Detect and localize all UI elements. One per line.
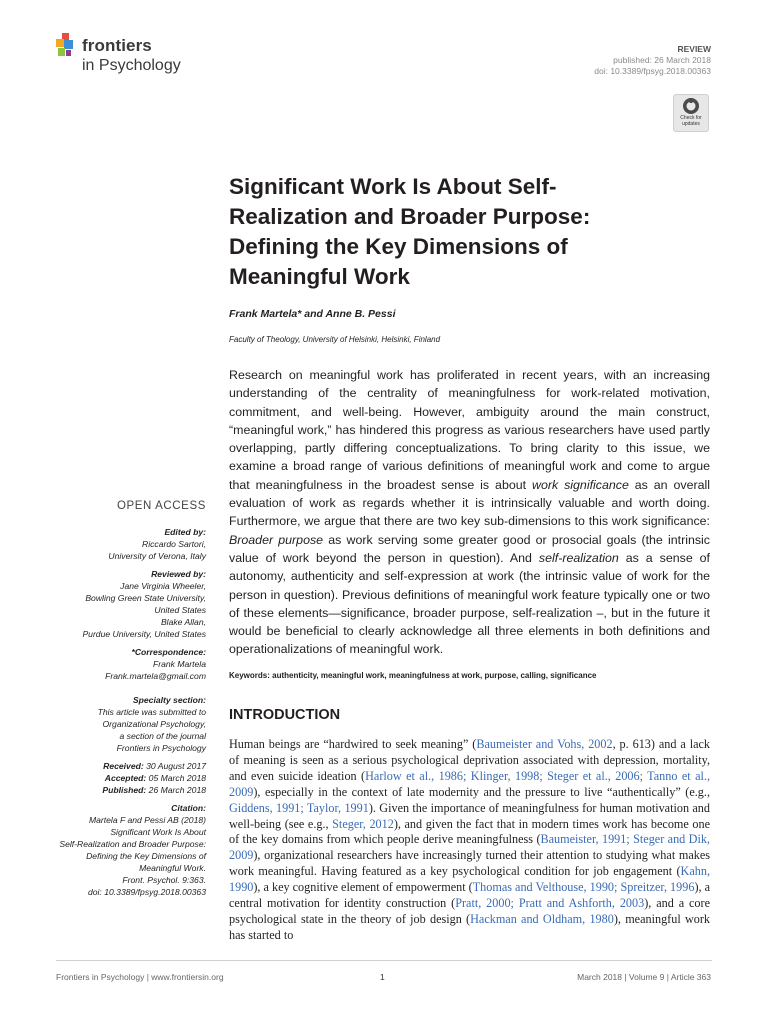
footer-issue-info: March 2018 | Volume 9 | Article 363	[577, 972, 711, 982]
reviewer-affiliation: Bowling Green State University,	[85, 593, 206, 603]
editor-name: Riccardo Sartori,	[142, 539, 206, 549]
citation-link[interactable]: Thomas and Velthouse, 1990; Spreitzer, 1996	[472, 880, 695, 895]
citation-text: doi: 10.3389/fpsyg.2018.00363	[87, 887, 206, 897]
page-number: 1	[380, 972, 385, 982]
keywords: Keywords: authenticity, meaningful work, meaningfulness at work, purpose, calling, significance	[229, 671, 597, 680]
correspondence-email[interactable]: Frank.martela@gmail.com	[105, 671, 206, 681]
citation-text: Meaningful Work.	[139, 863, 206, 873]
specialty-text: Frontiers in Psychology	[116, 743, 206, 753]
check-for-updates-badge[interactable]	[673, 94, 709, 132]
article-sidebar	[36, 500, 206, 898]
citation-link[interactable]: Baumeister and Vohs, 2002	[476, 737, 613, 751]
article-title: Significant Work Is About Self-Realization and Broader Purpose: Defining the Key Dimensions of Meaningful Work	[229, 174, 591, 289]
reviewer-affiliation: Purdue University, United States	[82, 629, 206, 639]
citation-link[interactable]: Steger, 2012	[332, 816, 394, 831]
reviewer-name: Jane Virginia Wheeler,	[120, 581, 206, 591]
article-type: REVIEW	[677, 44, 711, 54]
specialty-section-label: Specialty section:	[132, 695, 206, 705]
accepted-date: Accepted: 05 March 2018	[104, 773, 206, 783]
published-date: published: 26 March 2018	[613, 55, 711, 65]
journal-subname: in Psychology	[82, 57, 181, 74]
specialty-text: a section of the journal	[119, 731, 206, 741]
citation-link[interactable]: Giddens, 1991; Taylor, 1991	[229, 800, 369, 815]
specialty-text: Organizational Psychology,	[102, 719, 206, 729]
correspondence-name: Frank Martela	[152, 659, 206, 669]
section-heading-introduction: INTRODUCTION	[229, 707, 341, 723]
received-date: Received: 30 August 2017	[103, 761, 206, 771]
journal-logo	[56, 33, 206, 81]
footer-journal[interactable]: Frontiers in Psychology | www.frontiersin.org	[56, 972, 224, 982]
introduction-body: Human beings are “hardwired to seek meaning” (Baumeister and Vohs, 2002, p. 613) and a lack of meaning is seen as a serious psychological deprivation associated with depression, mortality, and even suicide ideation (Harlow et al., 1986; Klinger, 1998; Steger et al., 2006; Tanno et al., 2009), especially in the context of late modernity and the pressure to live “authentically” (e.g., Giddens, 1991; Taylor, 1991). Given the importance of meaningfulness for human motivation and well-being (see e.g., Steger, 2012), and given the fact that in modern times work has become one of the key domains from which people derive meaningfulness (Baumeister, 1991; Steger and Dik, 2009), organizational researchers have increasingly turned their attention to studying what makes work meaningful. Having featured as a key psychological condition for job engagement (Kahn, 1990), a key cognitive element of empowerment (Thomas and Velthouse, 1990; Spreitzer, 1996), a central motivation for identity construction (Pratt, 2000; Pratt and Ashforth, 2003), and a core psychological state in the theory of job design (Hackman and Oldham, 1980), meaningful work has started to	[229, 737, 711, 942]
citation-text: Front. Psychol. 9:363.	[122, 875, 206, 885]
correspondence-label: *Correspondence:	[131, 647, 206, 657]
journal-name: frontiers	[82, 36, 152, 55]
citation-label: Citation:	[171, 803, 206, 813]
footer-divider	[56, 960, 712, 961]
frontiers-logo-icon	[56, 33, 80, 63]
citation-link[interactable]: Harlow et al., 1986; Klinger, 1998; Steger et al., 2006; Tanno et al., 2009	[229, 768, 710, 799]
article-header-info	[594, 44, 711, 77]
published-date-side: Published: 26 March 2018	[102, 785, 206, 795]
citation-link[interactable]: Baumeister, 1991; Steger and Dik, 2009	[229, 832, 711, 863]
authors: Frank Martela* and Anne B. Pessi	[229, 308, 396, 320]
article-doi: doi: 10.3389/fpsyg.2018.00363	[594, 66, 711, 76]
citation-link[interactable]: Kahn, 1990	[229, 864, 710, 895]
open-access-label: OPEN ACCESS	[116, 500, 206, 512]
edited-by-label: Edited by:	[164, 527, 206, 537]
abstract: Research on meaningful work has proliferated in recent years, with an increasing understanding of the centrality of meaningfulness for work-related motivation, commitment, and well-being. However, ambiguity around the main construct, “meaningful work,” has hindered this progress as various researchers have used partly overlapping, partly differing conceptualizations. To bring clarity to this issue, we examine a broad range of various definitions of meaningful work and come to argue that meaningfulness in the broadest sense is about work significance as an overall evaluation of work as regards whether it is intrinsically valuable and worth doing. Furthermore, we argue that there are two key sub-dimensions to this work significance: Broader purpose as work serving some greater good or prosocial goals (the intrinsic value of work beyond the person in question). And self-realization as a sense of autonomy, authenticity and self-expression at work (the intrinsic value of work for the person in question). Previous definitions of meaningful work feature typically one or two of these elements—significance, broader purpose, self-realization –, but in the future it would be beneficial to clearly acknowledge all three elements in both definitions and operationalizations of meaningful work.	[229, 368, 710, 657]
check-updates-icon	[674, 95, 708, 117]
citation-link[interactable]: Pratt, 2000; Pratt and Ashforth, 2003	[455, 896, 645, 911]
citation-text: Significant Work Is About	[110, 827, 206, 837]
citation-text: Self-Realization and Broader Purpose:	[59, 839, 206, 849]
affiliation: Faculty of Theology, University of Helsinki, Helsinki, Finland	[229, 335, 441, 344]
reviewer-affiliation: United States	[154, 605, 206, 615]
check-updates-label: Check for updates	[680, 115, 702, 127]
editor-affiliation: University of Verona, Italy	[108, 551, 206, 561]
citation-link[interactable]: Hackman and Oldham, 1980	[470, 911, 614, 926]
specialty-text: This article was submitted to	[97, 707, 206, 717]
citation-text: Defining the Key Dimensions of	[86, 851, 206, 861]
reviewed-by-label: Reviewed by:	[151, 569, 206, 579]
citation-text: Martela F and Pessi AB (2018)	[88, 815, 206, 825]
reviewer-name: Blake Allan,	[160, 617, 206, 627]
